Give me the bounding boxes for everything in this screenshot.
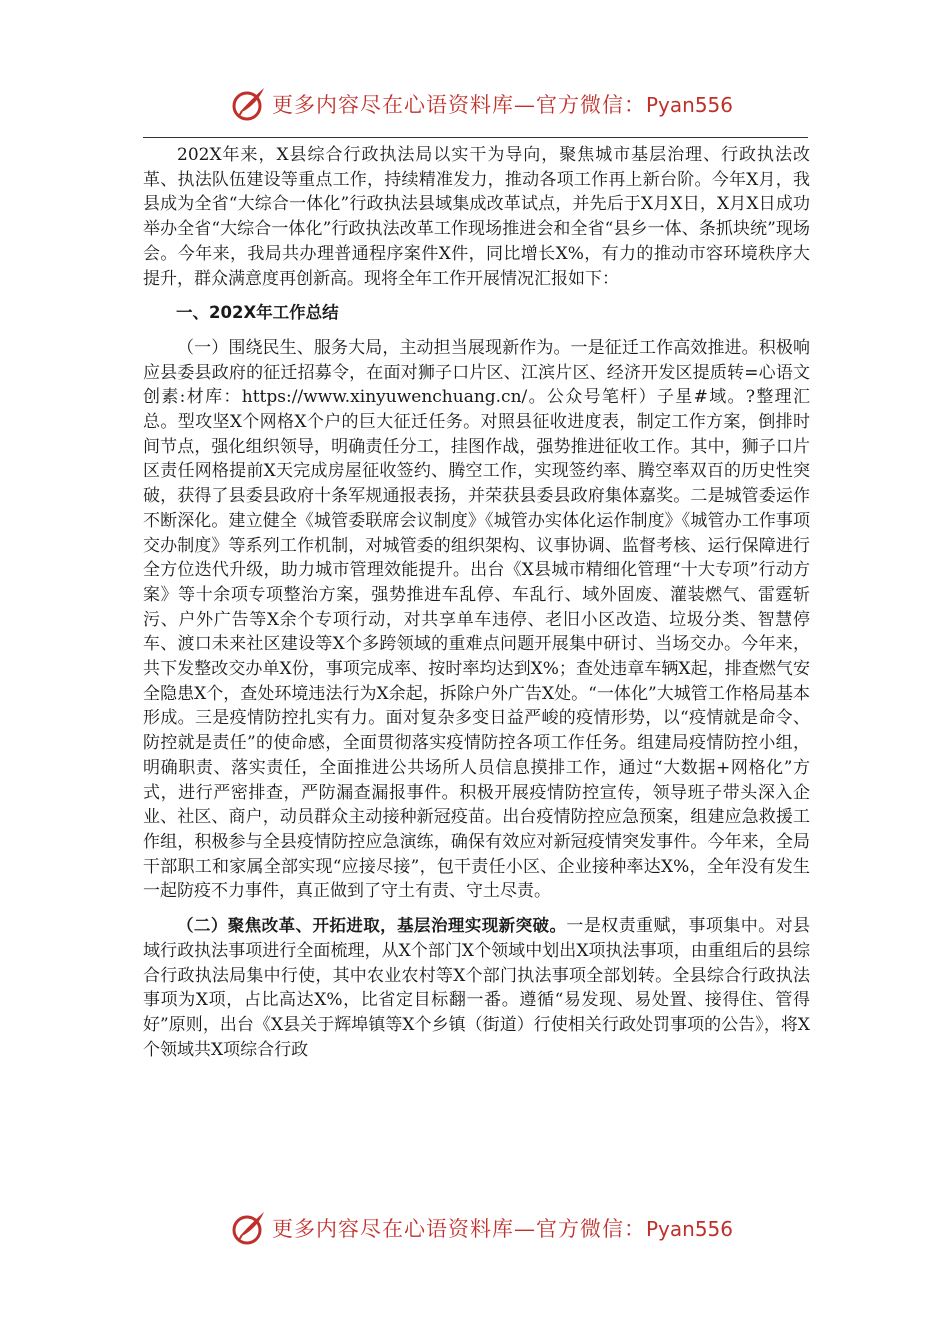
wechat-id: Pyan556 [646,1217,734,1241]
paragraph-2-title: （二）聚焦改革、开拓进取，基层治理实现新突破。 [177,916,567,936]
paragraph-2 [143,914,810,1062]
intro-paragraph: 202X年来，X县综合行政执法局以实干为导向，聚焦城市基层治理、行政执法改革、执法队伍建设等重点工作，持续精准发力，推动各项工作再上新台阶。今年X月，我县成为全省“大综合一体化”行政执法县域集成改革试点，并先后于X月X日，X月X日成功举办全省“大综合一体化”行政执法改革工作现场推进会和全省“县乡一体、条抓块统”现场会。今年来，我局共办理普通程序案件X件，同比增长X%，有力的推动市容环境秩序大提升，群众满意度再创新高。现将全年工作开展情况汇报如下： [143,145,810,289]
quill-logo-icon [230,1209,268,1247]
quill-logo-icon [230,85,268,123]
header-banner [0,84,950,124]
paragraph-2-body: 一是权责重赋，事项集中。对县域行政执法事项进行全面梳理，从X个部门X个领域中划出X项执法事项，由重组后的县综合行政执法局集中行使，其中农业农村等X个部门执法事项全部划转。全县综合行政执法事项为X项，占比高达X%，比省定目标翻一番。遵循“易发现、易处置、接得住、管得好”原则，出台《X县关于辉埠镇等X个乡镇（街道）行使相关行政处罚事项的公告》，将X个领域共X项综合行政 [143,916,811,1060]
section-heading: 一、202X年工作总结 [176,303,339,323]
document-body [143,143,810,1062]
banner-text: 更多内容尽在心语资料库—官方微信：Pyan556 [272,93,734,117]
paragraph-1: （一）围绕民生、服务大局，主动担当展现新作为。一是征迁工作高效推进。积极响应县委县政府的征迁招募令，在面对狮子口片区、江滨片区、经济开发区提质转=心语文创素:材库：https://www.xinyuwenchuang.cn/。公众号笔杆）子星#域。?整理汇总。型攻坚X个网格X个户的巨大征迁任务。对照县征收进度表，制定工作方案，倒排时间节点，强化组织领导，明确责任分工，挂图作战，强势推进征收工作。其中，狮子口片区责任网格提前X天完成房屋征收签约、腾空工作，实现签约率、腾空率双百的历史性突破，获得了县委县政府十条军规通报表扬，并荣获县委县政府集体嘉奖。二是城管委运作不断深化。建立健全《城管委联席会议制度》《城管办实体化运作制度》《城管办工作事项交办制度》等系列工作机制，对城管委的组织架构、议事协调、监督考核、运行保障进行全方位迭代升级，助力城市管理效能提升。出台《X县城市精细化管理“十大专项”行动方案》等十余项专项整治方案，强势推进车乱停、车乱行、域外固废、灌装燃气、雷霆斩污、户外广告等X余个专项行动，对共享单车违停、老旧小区改造、垃圾分类、智慧停车、渡口未来社区建设等X个多跨领域的重难点问题开展集中研讨、当场交办。今年来，共下发整改交办单X份，事项完成率、按时率均达到X%；查处违章车辆X起，排查燃气安全隐患X个，查处环境违法行为X余起，拆除户外广告X处。“一体化”大城管工作格局基本形成。三是疫情防控扎实有力。面对复杂多变日益严峻的疫情形势，以“疫情就是命令、防控就是责任”的使命感，全面贯彻落实疫情防控各项工作任务。组建局疫情防控小组，明确职责、落实责任，全面推进公共场所人员信息摸排工作，通过“大数据+网格化”方式，进行严密排查，严防漏查漏报事件。积极开展疫情防控宣传，领导班子带头深入企业、社区、商户，动员群众主动接种新冠疫苗。出台疫情防控应急预案，组建应急救援工作组，积极参与全县疫情防控应急演练，确保有效应对新冠疫情突发事件。今年来，全局干部职工和家属全部实现“应接尽接”，包干责任小区、企业接种率达X%，全年没有发生一起防疫不力事件，真正做到了守土有责、守土尽责。 [143,337,810,902]
header-divider [143,137,808,138]
wechat-id: Pyan556 [646,93,734,117]
banner-text: 更多内容尽在心语资料库—官方微信：Pyan556 [272,1217,734,1241]
footer-banner [0,1208,950,1248]
